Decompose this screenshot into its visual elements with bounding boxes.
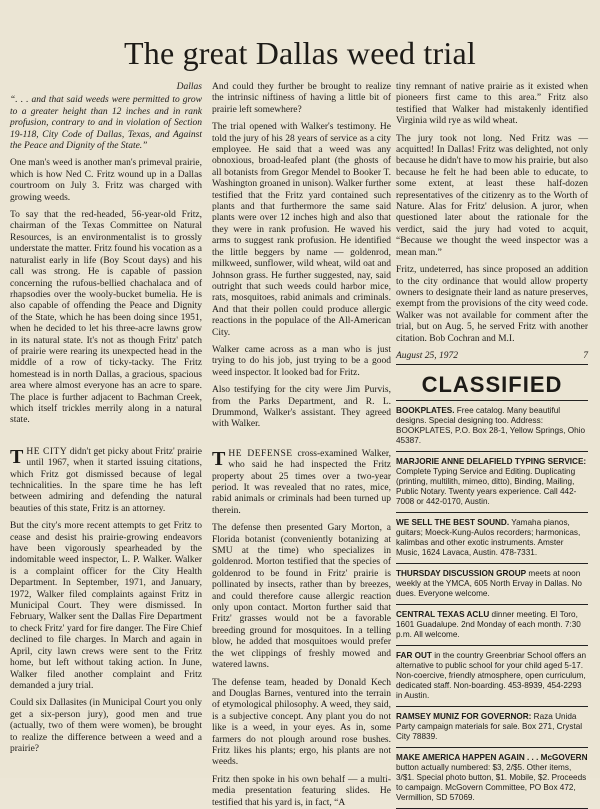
classified-ad-heading: WE SELL THE BEST SOUND. xyxy=(396,518,510,528)
classified-ad-body: dinner meeting. El Toro, 1601 Guadalupe. 2nd Monday of each month. 7:30 p.m. All welcome. xyxy=(396,610,581,640)
paragraph: Fritz then spoke in his own behalf — a multi-media presentation featuring slides. He testified that his yard is, in fact, “A xyxy=(212,774,391,808)
classified-ad xyxy=(396,753,588,809)
paragraph: The trial opened with Walker's testimony. He told the jury of his 28 years of service as a city employee. He said that a weed was any obnoxious, broad-leafed plant (the ghosts of all botanists from Gregor Mendel to Booker T. Washington groaned in unison). Walker further testified that the Fritz yard contained such plants and that furthermore the same said plants were over 12 inches high and also that they were in rank profusion. He waved his arms to suggest rank profusion. He identified the little beggers by name — goldenrod, milkweed, sunflower, wild wheat, wild oat and Johnson grass. He further suggested, nay, said outright that such weeds could harbor mice, rats, mosquitoes, rabid animals and criminals. And that their pollen could produce allergic reactions in the populace of the All-American City. xyxy=(212,122,391,338)
dateline: Dallas xyxy=(176,82,202,92)
paragraph: But the city's more recent attempts to get Fritz to cease and desist his prairie-growing endeavors have been vigorously spearheaded by the indomitable weed inspector, L. P. Walker. Walker is a complaint officer for the City Health Department. In September, 1971, and January, 1972, Walker filed complaints against Fritz in Municipal Court. They were dismissed. In February, Walker sent the Dallas Fire Department to check Fritz' yard for fire danger. The Fire Chief declined to file charges. In March and again in April, city lawn crews were sent to the Fritz home, but left without taking action. In June, Walker filed another complaint and Fritz demanded a jury trial. xyxy=(10,521,202,691)
classified-ad-body: Raza Unida Party campaign materials for sale. Box 271, Crystal City 78839. xyxy=(396,712,583,742)
paragraph: One man's weed is another man's primeval prairie, which is how Ned C. Fritz wound up in a Dallas courtroom on July 3. Fritz was charged with growing weeds. xyxy=(10,158,202,203)
paragraph: tiny remnant of native prairie as it existed when pioneers first came to this area.” Fritz also testified that Walker had mistakenly identified Virginia wild rye as wild wheat. xyxy=(396,82,588,127)
paragraph: To say that the red-headed, 56-year-old Fritz, chairman of the Texas Committee on Natural Resources, is an environmentalist is to grossly understate the matter. Fritz found his vocation as a naturalist early in life (Boy Scout days) and his call was strong. He is capable of passion concerning the rufous-bellied chachalaca and of rhapsodies over the wooly-bucket bumelia. He is also capable of offending the Peace and Dignity of the State, which he has been doing since 1951, when he decided to let his three-acre lawns grow in its natural state. It's not as though Fritz' patch of prairie were rearing its unexpected head in the middle of a row of ticky-tacky. The Fritz homestead is in north Dallas, a gracious, spacious area where almost everyone has an acre to spare. The place is further adjacent to Bachman Creek, which itself trickles merrily along in a natural state. xyxy=(10,210,202,426)
byline: Bob Cochran and M.I. xyxy=(429,333,515,344)
drop-cap: T xyxy=(212,447,226,470)
lead-in-caps: HE DEFENSE xyxy=(228,448,293,459)
section-paragraph: THE CITY didn't get picky about Fritz' prairie until 1967, when it started issuing citations, which Fritz got dismissed because of legal technicalities. In the spare time he has left between admiring and defending the natural beauties of this state, Fritz is an attorney. xyxy=(10,445,202,514)
paragraph: And could they further be brought to realize the intrinsic niftiness of having a little bit of prairie left somewhere? xyxy=(212,82,391,115)
paragraph: Fritz, undeterred, has since proposed an addition to the city ordinance that would allow property owners to designate their land as nature preserves, exempt from the provisions of the city weed code. Walker was not available for comment after the trial, but on Aug. 5, he served Fritz with another citation. Bob Cochran and M.I. xyxy=(396,265,588,344)
classified-ad-heading: RAMSEY MUNIZ FOR GOVERNOR: xyxy=(396,712,532,722)
classified-ad xyxy=(396,457,588,513)
headline: The great Dallas weed trial xyxy=(124,35,476,71)
classified-ad xyxy=(396,518,588,564)
classified-ad-body: Yamaha pianos, guitars; Moeck-Kung-Aulos recorders; harmonicas, kalimbas and other exotic instruments. Amster Music, 1624 Lavaca, Austin. 478-7331. xyxy=(396,518,581,558)
lead-in-caps: HE CITY xyxy=(26,446,68,457)
classified-ad-heading: THURSDAY DISCUSSION GROUP xyxy=(396,569,527,579)
paragraph: Also testifying for the city were Jim Purvis, from the Parks Department, and R. L. Drummond, Walker's assistant. They agreed with Walker. xyxy=(212,385,391,430)
classified-ad-body: Free catalog. Many beautiful designs. Special designing too. Address: BOOKPLATES, P.O. Box 28-1, Yellow Springs, Ohio 45387. xyxy=(396,406,586,446)
article-column-2 xyxy=(212,82,391,808)
paragraph: The defense team, headed by Donald Kech and Douglas Barnes, ventured into the terrain of etymological philosophy. A weed, they said, is a subjective concept. Any plant you do not like is a weed, in your eyes. As in, some farmers do not plough around rose bushes. Fritz likes his plants; ergo, his plants are not weeds. xyxy=(212,677,391,768)
classified-ad xyxy=(396,569,588,605)
paragraph: The jury took not long. Ned Fritz was — acquitted! In Dallas! Fritz was delighted, not only because he didn't have to mow his prairie, but also because he felt he had been able to educate, to some extent, at least these half-dozen representatives of the citizenry as to the Worth of Nature. Alas for Fritz' delusion. A juror, when questioned later about the rationale for the verdict, said the jury had voted to acquit, “Because we thought the weed inspector was a mean man.” xyxy=(396,133,588,258)
classified-ad-body: in the country Greenbriar School offers an alternative to public school for your child aged 5-17. Non-coercive, friendly atmosphere, open curriculum, dedicated staff. Non-boarding. 453-8939, 454-2293 in Austin. xyxy=(396,651,587,701)
classified-ad-body: button actually numbered: $3, 2/$5. Other items, 3/$1. Special photo button, $1. Mobile, $2. Proceeds to campaign. McGovern Committee, PO Box 472, Vermillion, SD 57069. xyxy=(396,763,587,803)
classified-ad-body: meets at noon weekly at the YMCA, 605 North Ervay in Dallas. No dues. Everyone welcome. xyxy=(396,569,582,599)
classified-ad xyxy=(396,610,588,646)
issue-footer xyxy=(396,351,588,365)
classified-ad-heading: MAKE AMERICA HAPPEN AGAIN . . . McGOVERN xyxy=(396,753,588,763)
paragraph: The defense then presented Gary Morton, a Florida botanist (conveniently botanizing at SMU at the time) who specializes in goldenrod. Morton testified that the species of goldenrod to be found in Fritz' prairie is pollinated by insects, rather than by breezes, and could therefore cause allergic reaction only upon contact. Morton further said that Fritz' grasses would not be a favorable breeding ground for mosquitoes. In a telling blow, he added that mosquitoes would prefer the wet clippings of freshly mowed and watered lawns. xyxy=(212,523,391,671)
classified-heading: CLASSIFIED xyxy=(396,373,588,401)
article-column-1 xyxy=(10,82,202,772)
classified-ad xyxy=(396,406,588,452)
lede-quote: “. . . and that said weeds were permitted to grow to a greater height than 12 inches and in rank profusion, contrary to and in violation of Section 19-118, City Code of Dallas, Texas, and Against the Peace and Dignity of the State.” xyxy=(10,95,202,152)
classified-ad-body: Complete Typing Service and Editing. Duplicating (printing, multilith, mimeo, ditto), Binding, Mailing, Public Notary. Twenty years experience. Call 442-7008 or 442-0170, Austin. xyxy=(396,467,577,507)
paragraph: Could six Dallasites (in Municipal Court you only get a six-person jury), good men and true (actually, two of them were women), be brought to realize the difference between a weed and a prairie? xyxy=(10,698,202,754)
classified-ad-heading: MARJORIE ANNE DELAFIELD TYPING SERVICE: xyxy=(396,457,587,467)
page-number: 7 xyxy=(583,350,588,361)
classified-ad-heading: FAR OUT xyxy=(396,651,432,661)
classified-ad xyxy=(396,651,588,707)
article-column-3 xyxy=(396,82,588,803)
classified-ad-heading: CENTRAL TEXAS ACLU xyxy=(396,610,490,620)
drop-cap: T xyxy=(10,445,24,468)
classified-ad xyxy=(396,712,588,748)
section-paragraph: THE DEFENSE cross-examined Walker, who said he had inspected the Fritz property about 25 times over a two-year period. It was revealed that no rates, mice, rabid animals or criminals had been turned up therein. xyxy=(212,447,391,516)
paragraph: Walker came across as a man who is just trying to do his job, just trying to be a good weed inspector. It looked bad for Fritz. xyxy=(212,344,391,378)
classified-ads-list xyxy=(396,406,588,809)
issue-date: August 25, 1972 xyxy=(396,350,459,361)
classified-ad-heading: BOOKPLATES. xyxy=(396,406,455,416)
